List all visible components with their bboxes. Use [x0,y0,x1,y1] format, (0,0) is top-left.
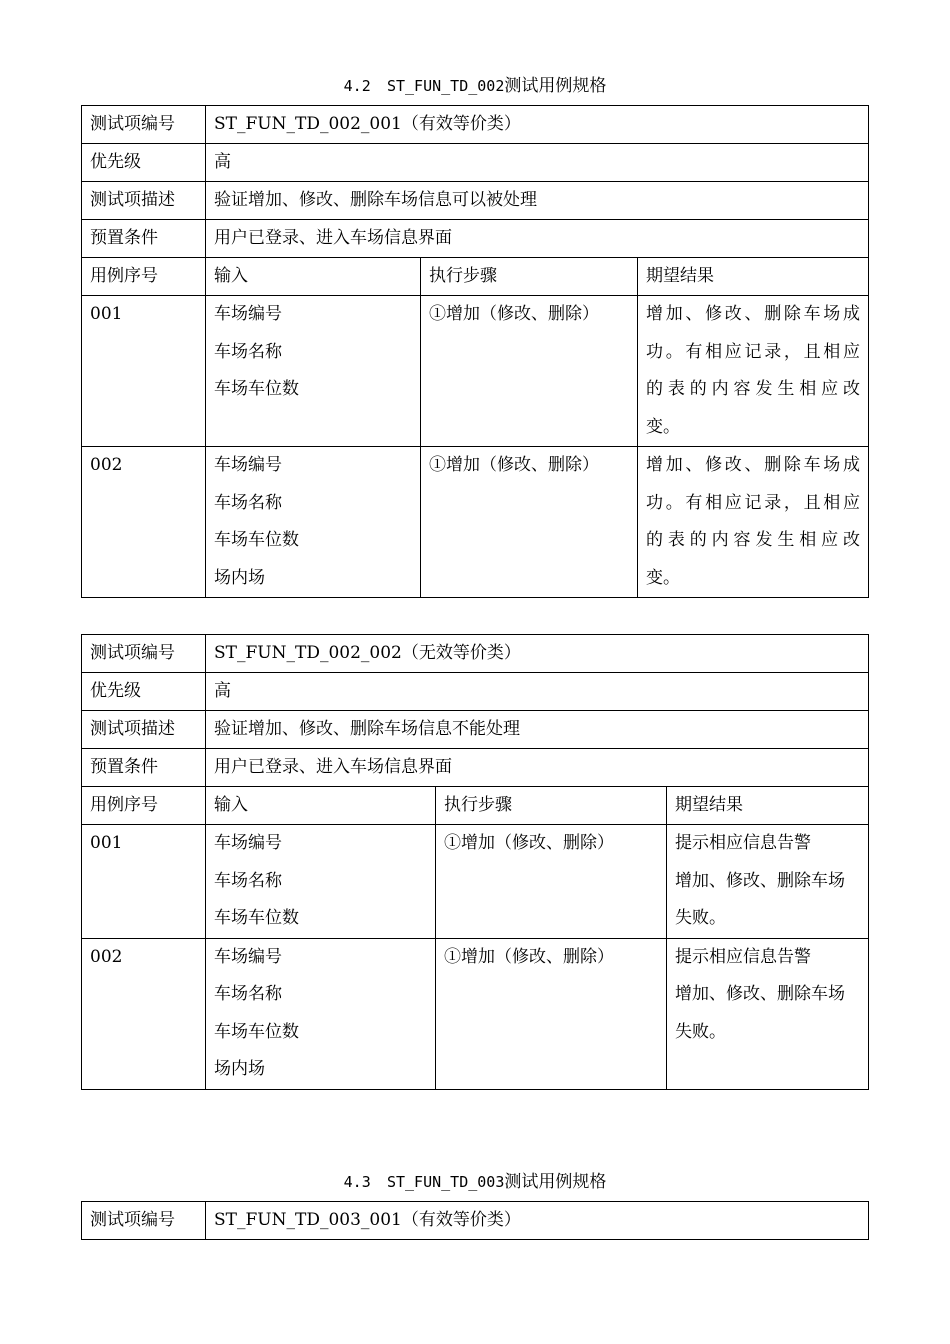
section-title: 测试用例规格 [504,76,607,96]
table-row [82,825,869,939]
case-step: ①增加（修改、删除） [436,938,667,1089]
input-item: 车场编号 [214,833,282,853]
label-priority: 优先级 [82,144,206,182]
input-item: 车场名称 [214,870,282,891]
label-precondition: 预置条件 [82,220,206,258]
value-precondition: 用户已登录、进入车场信息界面 [206,749,869,787]
label-test-id: 测试项编号 [82,1202,206,1240]
header-input: 输入 [206,787,436,825]
header-expected: 期望结果 [638,258,869,296]
row-precondition [82,220,869,258]
case-inputs [206,938,436,1089]
expected-line: 增加、修改、删除车场 [675,870,845,891]
header-case-no: 用例序号 [82,258,206,296]
row-test-id [82,635,869,673]
case-number: 001 [82,825,206,939]
header-input: 输入 [206,258,421,296]
label-description: 测试项描述 [82,711,206,749]
value-priority: 高 [206,144,869,182]
expected-line: 失败。 [675,908,726,928]
table-row [82,447,869,598]
input-item: 车场编号 [214,304,282,324]
section-number: 4.3 [343,1173,371,1191]
label-test-id: 测试项编号 [82,106,206,144]
section-heading-4-3 [0,1172,950,1192]
expected-line: 提示相应信息告警 [675,833,811,853]
case-number: 001 [82,296,206,447]
test-case-table-2 [81,634,869,1090]
section-title: 测试用例规格 [504,1172,607,1192]
value-precondition: 用户已登录、进入车场信息界面 [206,220,869,258]
row-priority [82,673,869,711]
case-step: ①增加（修改、删除） [421,447,638,598]
header-expected: 期望结果 [667,787,869,825]
row-test-id [82,1202,869,1240]
input-item: 车场车位数 [214,908,299,928]
value-description: 验证增加、修改、删除车场信息可以被处理 [206,182,869,220]
input-item: 车场编号 [214,455,282,475]
label-description: 测试项描述 [82,182,206,220]
test-case-table-1 [81,105,869,598]
case-expected [638,447,869,598]
row-priority [82,144,869,182]
expected-line: 增加、修改、删除车场 [675,984,845,1004]
input-item: 车场车位数 [214,530,299,550]
case-expected [667,938,869,1089]
input-item: 车场车位数 [214,1021,299,1042]
expected-line: 的表的内容发生相应改 [646,379,860,399]
section-code: ST_FUN_TD_003 [386,1173,505,1191]
case-inputs [206,447,421,598]
table-header-row [82,787,869,825]
row-precondition [82,749,869,787]
case-expected [667,825,869,939]
value-priority: 高 [206,673,869,711]
input-item: 场内场 [214,1059,265,1079]
row-test-id [82,106,869,144]
expected-line: 功。有相应记录，且相应 [646,492,860,513]
row-description [82,711,869,749]
value-test-id: ST_FUN_TD_002_001（有效等价类） [206,106,869,144]
row-description [82,182,869,220]
table-header-row [82,258,869,296]
expected-line: 变。 [646,567,680,588]
expected-line: 变。 [646,416,680,437]
section-heading-4-2 [0,76,950,96]
expected-line: 增加、修改、删除车场成 [646,304,860,324]
section-code: ST_FUN_TD_002 [386,77,505,95]
case-step: ①增加（修改、删除） [436,825,667,939]
header-steps: 执行步骤 [421,258,638,296]
value-description: 验证增加、修改、删除车场信息不能处理 [206,711,869,749]
header-steps: 执行步骤 [436,787,667,825]
section-number: 4.2 [343,77,371,95]
label-test-id: 测试项编号 [82,635,206,673]
expected-line: 增加、修改、删除车场成 [646,455,860,475]
expected-line: 功。有相应记录，且相应 [646,341,860,362]
case-inputs [206,296,421,447]
case-step: ①增加（修改、删除） [421,296,638,447]
case-expected [638,296,869,447]
case-number: 002 [82,447,206,598]
table-row [82,938,869,1089]
input-item: 车场车位数 [214,379,299,399]
label-priority: 优先级 [82,673,206,711]
input-item: 车场名称 [214,984,282,1004]
test-case-table-3 [81,1201,869,1240]
input-item: 车场名称 [214,492,282,513]
input-item: 场内场 [214,567,265,588]
value-test-id: ST_FUN_TD_002_002（无效等价类） [206,635,869,673]
case-inputs [206,825,436,939]
table-row [82,296,869,447]
expected-line: 失败。 [675,1021,726,1042]
expected-line: 的表的内容发生相应改 [646,530,860,550]
input-item: 车场编号 [214,946,282,967]
header-case-no: 用例序号 [82,787,206,825]
expected-line: 提示相应信息告警 [675,946,811,967]
case-number: 002 [82,938,206,1089]
label-precondition: 预置条件 [82,749,206,787]
value-test-id: ST_FUN_TD_003_001（有效等价类） [206,1202,869,1240]
input-item: 车场名称 [214,341,282,362]
